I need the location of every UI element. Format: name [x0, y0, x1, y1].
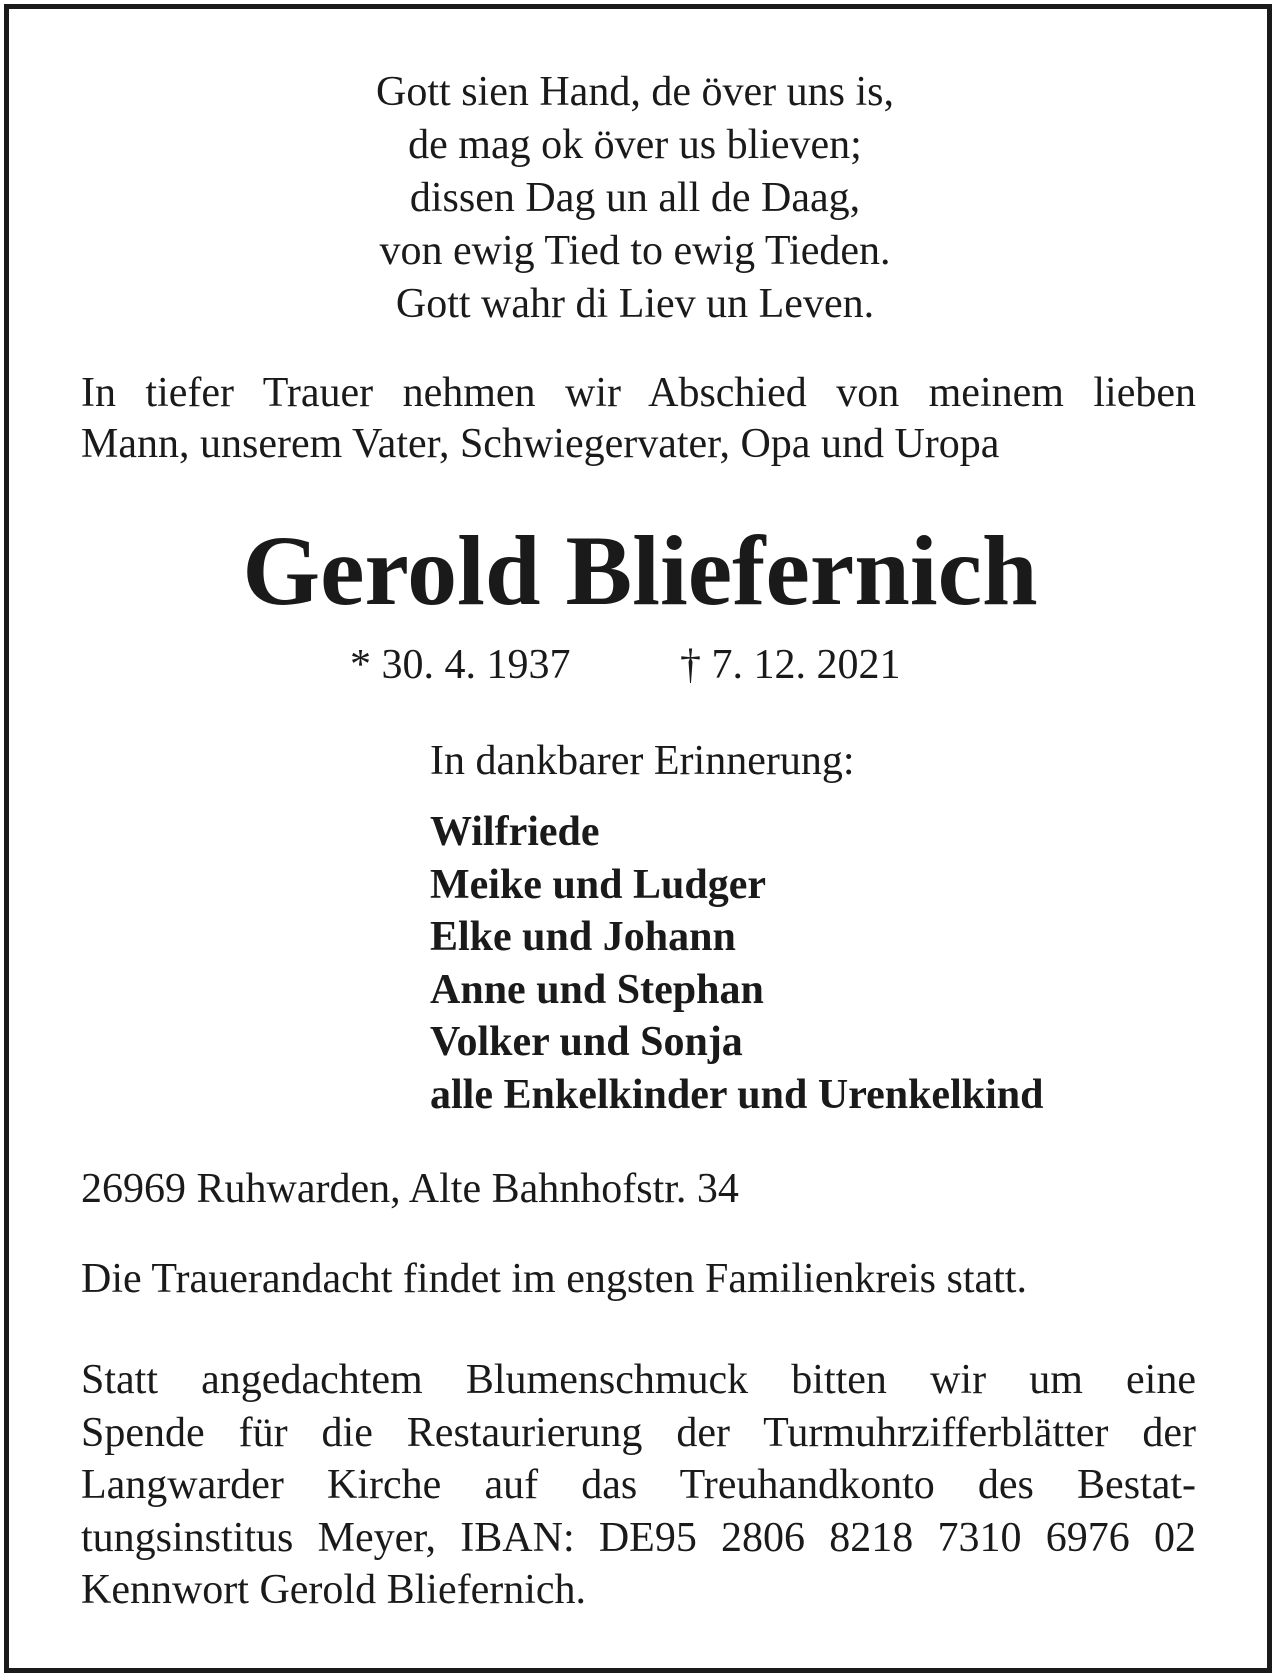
family-member: Anne und Stephan [430, 966, 764, 1013]
family-member: Wilfriede [430, 809, 600, 855]
poem-line: Gott sien Hand, de över uns is, [376, 69, 894, 115]
memory-heading: In dankbarer Erinnerung: [430, 738, 855, 784]
poem-line: Gott wahr di Liev un Leven. [395, 281, 875, 327]
poem-line: dissen Dag un all de Daag, [409, 175, 861, 221]
donation-line: Statt angedachtem Blumenschmuck bitten wir um eine [81, 1357, 1196, 1403]
address: 26969 Ruhwarden, Alte Bahnhofstr. 34 [81, 1166, 739, 1212]
family-member: alle Enkelkinder und Urenkelkind [430, 1071, 1044, 1118]
intro-text [81, 368, 1196, 470]
poem-line: von ewig Tied to ewig Tieden. [379, 228, 891, 274]
intro-line: In tiefer Trauer nehmen wir Abschied von meinem lieben [81, 370, 1196, 416]
family-member: Elke und Johann [430, 914, 736, 960]
family-member: Meike und Ludger [430, 861, 767, 908]
donation-line: Langwarder Kirche auf das Treuhandkonto des Bestat- [81, 1462, 1196, 1508]
deceased-name: Gerold Bliefernich [242, 515, 1038, 626]
intro-line: Mann, unserem Vater, Schwiegervater, Opa und Uropa [81, 421, 1000, 467]
donation-note [81, 1354, 1196, 1617]
donation-line: tungsinstitus Meyer, IBAN: DE95 2806 8218 7310 6976 02 [81, 1514, 1196, 1561]
family-list [430, 806, 1044, 1121]
poem-line: de mag ok över us blieven; [408, 122, 862, 168]
birth-date: * 30. 4. 1937 [350, 642, 571, 688]
death-date: † 7. 12. 2021 [680, 642, 901, 688]
donation-line: Spende für die Restaurierung der Turmuhrzifferblätter der [81, 1409, 1196, 1456]
donation-line: Kennwort Gerold Bliefernich. [81, 1567, 587, 1613]
service-note: Die Trauerandacht findet im engsten Familienkreis statt. [81, 1256, 1027, 1302]
family-member: Volker und Sonja [430, 1019, 743, 1065]
poem [0, 66, 1270, 331]
